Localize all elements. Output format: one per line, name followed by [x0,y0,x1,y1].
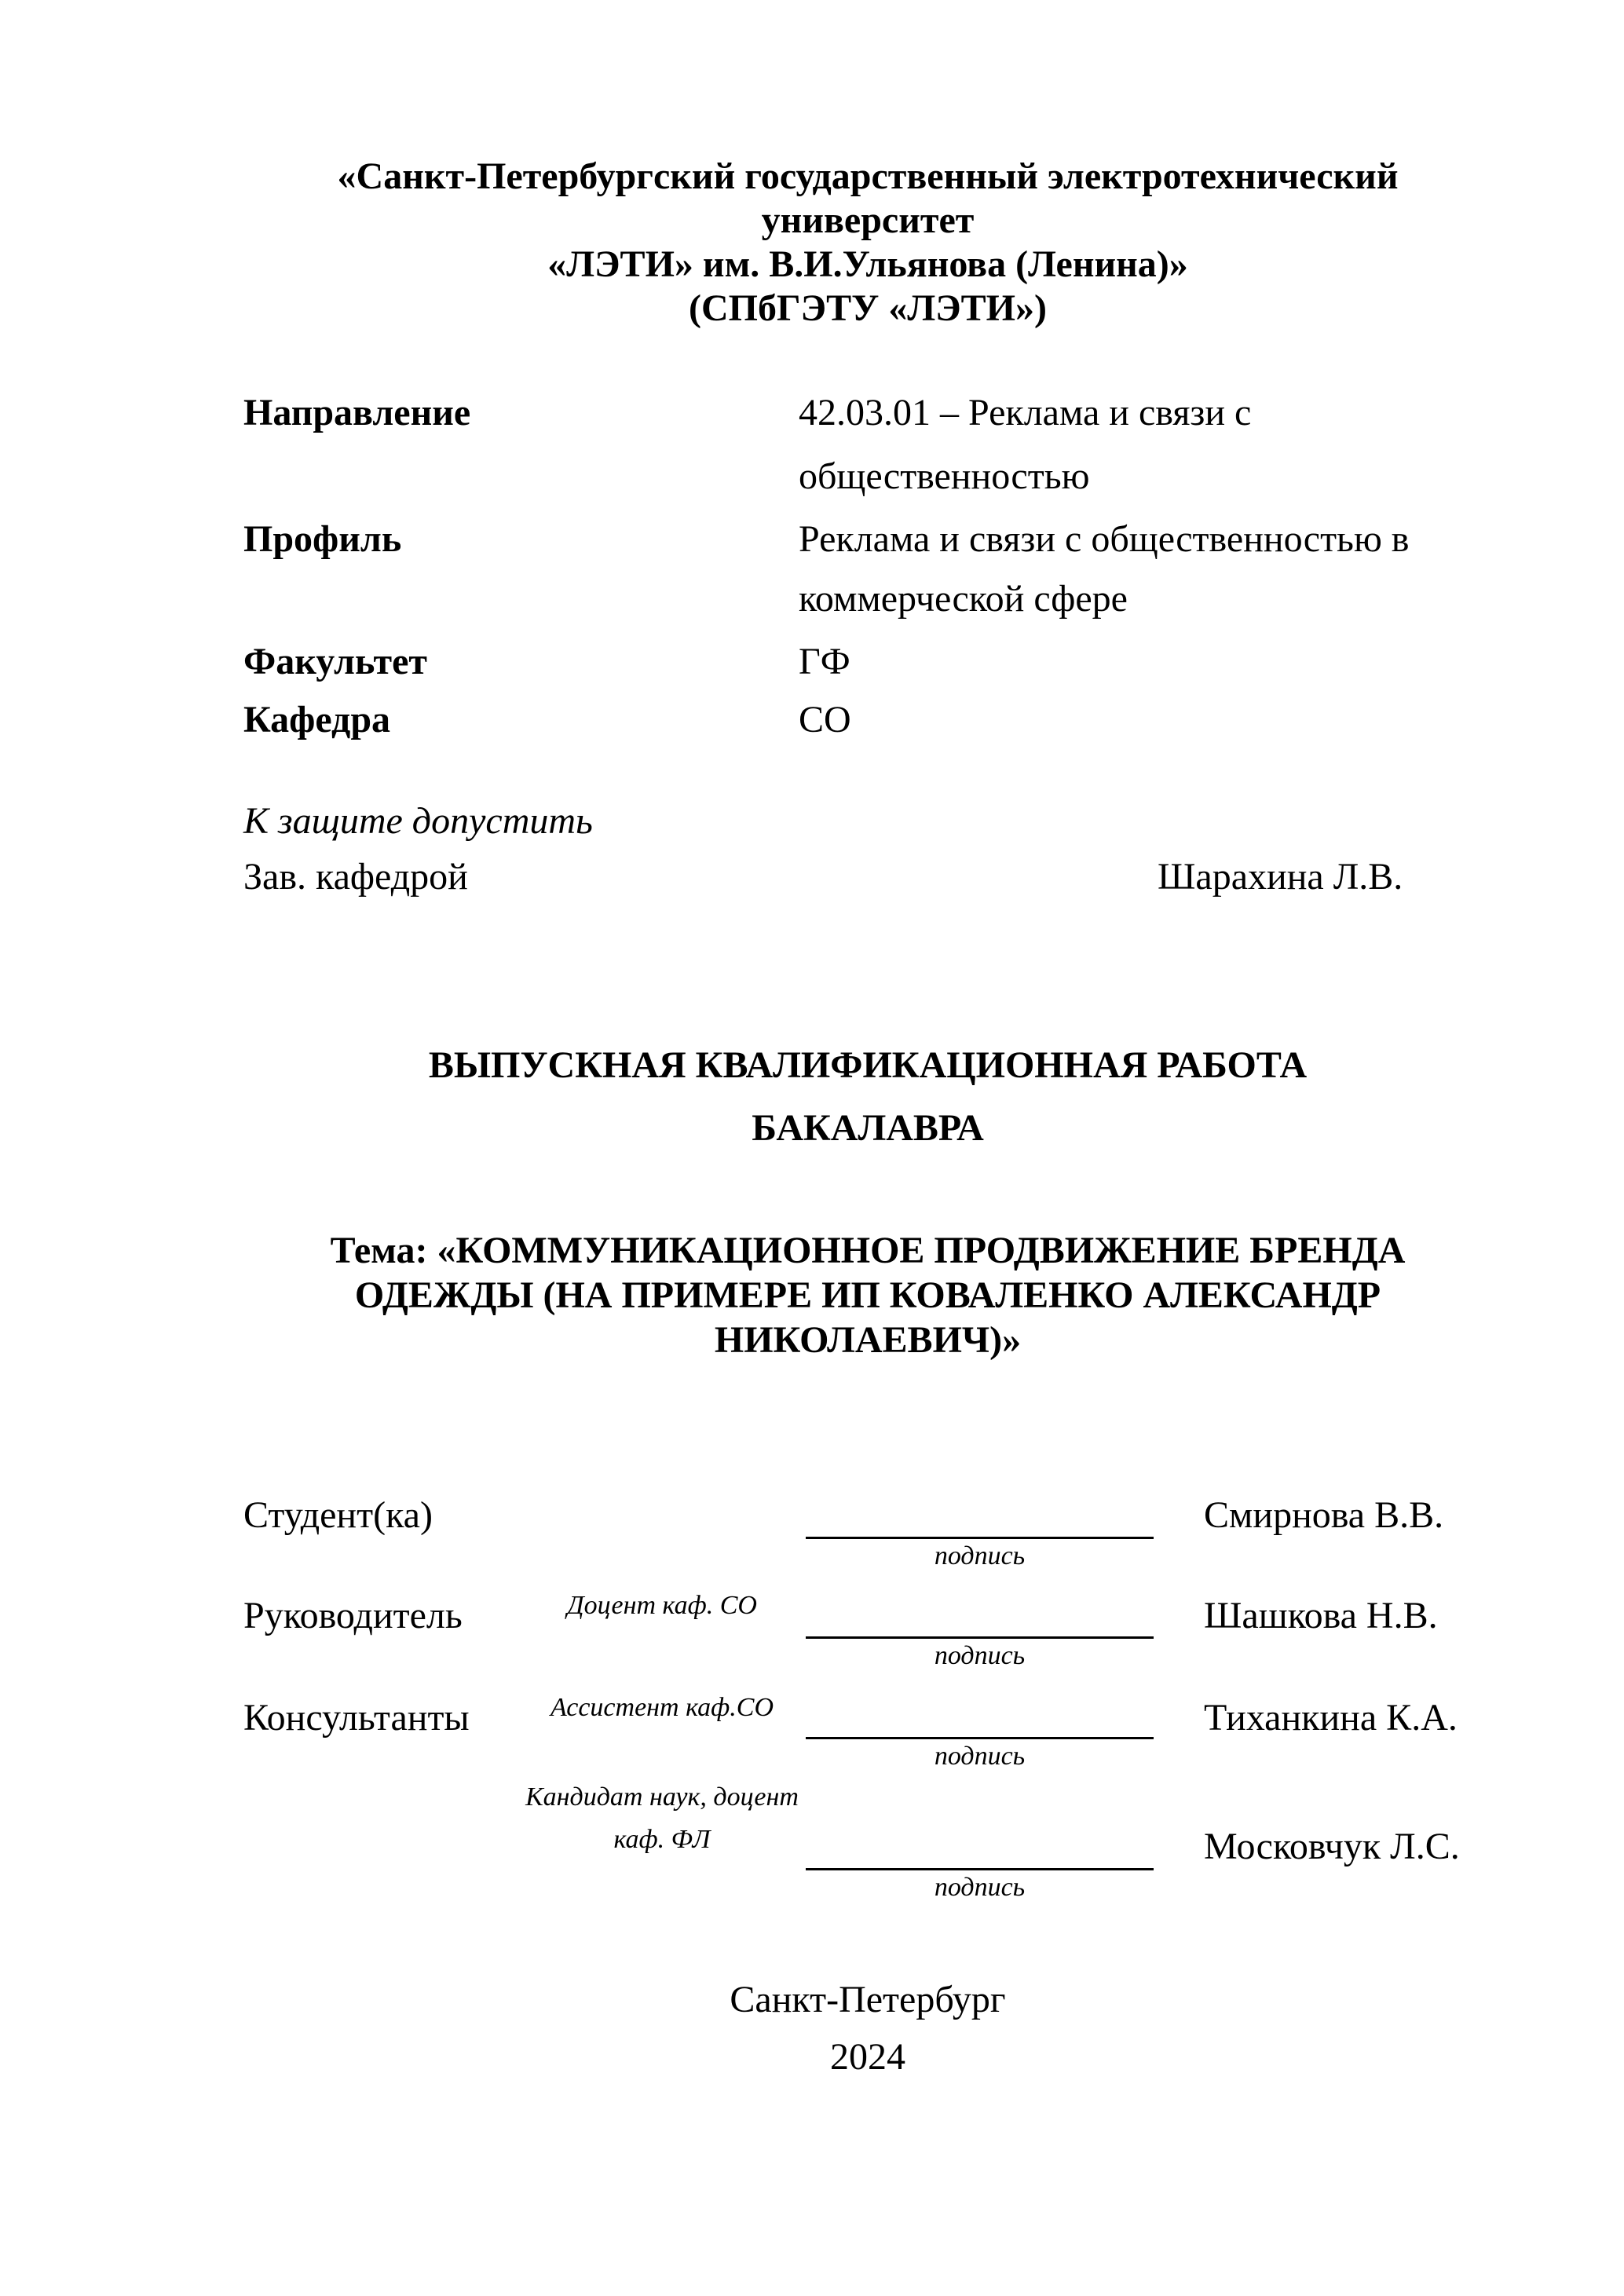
signature-role-supervisor: Руководитель [243,1595,463,1636]
footer-year: 2024 [830,2036,905,2078]
university-header-line-3: «ЛЭТИ» им. В.И.Ульянова (Ленина)» [547,243,1188,285]
signature-title-consultant-1: Ассистент каф.СО [550,1693,774,1722]
topic-heading [228,1228,1508,1362]
work-type-heading [228,1034,1508,1160]
signature-name-consultant-2: Московчук Л.С. [1204,1826,1460,1867]
signature-title-consultant-2-line-2: каф. ФЛ [613,1825,711,1854]
field-label-faculty: Факультет [243,641,427,682]
signature-line-consultant-1 [806,1737,1154,1739]
field-value-department: СО [799,699,851,740]
signature-caption-supervisor: подпись [934,1641,1026,1670]
signature-box-supervisor [806,1636,1154,1670]
signature-title-supervisor: Доцент каф. СО [567,1591,757,1620]
topic-line-2: ОДЕЖДЫ (НА ПРИМЕРЕ ИП КОВАЛЕНКО АЛЕКСАНДР [354,1274,1381,1316]
signature-line-student [806,1537,1154,1539]
admission-approver-name: Шарахина Л.В. [1158,856,1403,898]
university-header-line-4: (СПбГЭТУ «ЛЭТИ») [689,287,1047,329]
university-header [228,155,1508,331]
field-row-profile-wrap [0,577,1624,621]
field-value-faculty: ГФ [799,641,850,682]
signature-caption-consultant-1: подпись [934,1742,1026,1771]
signature-title-consultant-2 [505,1776,819,1861]
signature-caption-consultant-2: подпись [934,1873,1026,1902]
signature-line-consultant-2 [806,1868,1154,1870]
field-value-profile-line-2: коммерческой сфере [799,578,1128,620]
signature-name-consultant-1: Тиханкина К.А. [1204,1697,1458,1738]
signature-role-consultants: Консультанты [243,1697,470,1738]
signature-box-consultant-2 [806,1868,1154,1902]
field-label-department: Кафедра [243,699,391,740]
university-header-line-2: университет [761,199,975,241]
footer [228,1971,1508,2086]
field-value-direction-line-1: 42.03.01 – Реклама и связи с [799,392,1252,433]
field-row-department [0,698,1624,742]
signature-box-student [806,1537,1154,1570]
admission-note: К защите допустить [243,800,593,842]
topic-line-3: НИКОЛАЕВИЧ)» [714,1319,1022,1361]
footer-city: Санкт-Петербург [730,1979,1006,2020]
work-type-line-2: БАКАЛАВРА [752,1107,984,1149]
work-type-line-1: ВЫПУСКНАЯ КВАЛИФИКАЦИОННАЯ РАБОТА [428,1044,1308,1086]
signature-name-supervisor: Шашкова Н.В. [1204,1595,1438,1636]
field-label-profile: Профиль [243,518,402,560]
topic-line-1: Тема: «КОММУНИКАЦИОННОЕ ПРОДВИЖЕНИЕ БРЕНДА [330,1230,1406,1271]
field-value-direction-line-2: общественностью [799,455,1090,497]
field-value-profile-line-1: Реклама и связи с общественностью в [799,518,1410,560]
admission-approver-role: Зав. кафедрой [243,856,468,898]
signature-name-student: Смирнова В.В. [1204,1494,1444,1536]
field-row-direction [0,391,1624,435]
signature-role-student: Студент(ка) [243,1494,433,1536]
field-row-profile [0,517,1624,561]
signature-line-supervisor [806,1636,1154,1639]
field-row-faculty [0,640,1624,684]
university-header-line-1: «Санкт-Петербургский государственный электротехнический [337,155,1399,197]
field-row-direction-wrap [0,455,1624,499]
signature-title-consultant-2-line-1: Кандидат наук, доцент [525,1782,799,1812]
signature-caption-student: подпись [934,1541,1026,1570]
signature-box-consultant-1 [806,1737,1154,1771]
field-label-direction: Направление [243,392,471,433]
